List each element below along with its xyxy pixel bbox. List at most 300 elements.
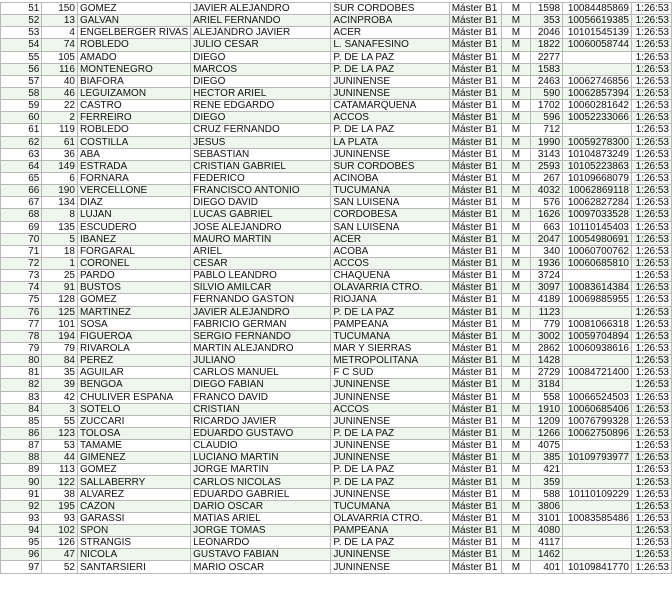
uci-id-cell: 10054980691 <box>563 233 632 245</box>
sex-cell: M <box>501 379 531 391</box>
position-cell: 61 <box>1 124 42 136</box>
table-row <box>1 39 672 51</box>
surname-cell: CORONEL <box>77 257 190 269</box>
time-cell: 1:26:53 <box>632 367 672 379</box>
first-name-cell: HECTOR ARIEL <box>191 87 331 99</box>
uci-id-cell: 10052233066 <box>563 112 632 124</box>
registration-cell: 4032 <box>531 185 563 197</box>
sex-cell: M <box>501 100 531 112</box>
dorsal-cell: 1 <box>42 257 78 269</box>
surname-cell: SOTELO <box>77 403 190 415</box>
first-name-cell: CRUZ FERNANDO <box>191 124 331 136</box>
registration-cell: 2046 <box>531 27 563 39</box>
time-cell: 1:26:53 <box>632 148 672 160</box>
surname-cell: CHULIVER ESPAÑA <box>77 391 190 403</box>
table-row <box>1 561 672 573</box>
first-name-cell: MAURO MARTIN <box>191 233 331 245</box>
surname-cell: SALLABERRY <box>77 476 190 488</box>
uci-id-cell: 10109793977 <box>563 452 632 464</box>
category-cell: Máster B1 <box>449 209 501 221</box>
dorsal-cell: 4 <box>42 27 78 39</box>
first-name-cell: EDUARDO GABRIEL <box>191 488 331 500</box>
table-row <box>1 537 672 549</box>
surname-cell: FORNARA <box>77 172 190 184</box>
registration-cell: 596 <box>531 112 563 124</box>
position-cell: 56 <box>1 63 42 75</box>
first-name-cell: GUSTAVO FABIAN <box>191 549 331 561</box>
sex-cell: M <box>501 124 531 136</box>
category-cell: Máster B1 <box>449 355 501 367</box>
first-name-cell: MARTIN ALEJANDRO <box>191 342 331 354</box>
position-cell: 94 <box>1 525 42 537</box>
registration-cell: 663 <box>531 221 563 233</box>
club-cell: JUNINENSE <box>331 75 449 87</box>
sex-cell: M <box>501 525 531 537</box>
uci-id-cell <box>563 51 632 63</box>
dorsal-cell: 135 <box>42 221 78 233</box>
uci-id-cell <box>563 525 632 537</box>
first-name-cell: SILVIO AMILCAR <box>191 282 331 294</box>
first-name-cell: FRANCISCO ANTONIO <box>191 185 331 197</box>
table-row <box>1 306 672 318</box>
uci-id-cell <box>563 63 632 75</box>
position-cell: 69 <box>1 221 42 233</box>
dorsal-cell: 119 <box>42 124 78 136</box>
position-cell: 51 <box>1 3 42 15</box>
club-cell: JUNINENSE <box>331 391 449 403</box>
surname-cell: LUJÁN <box>77 209 190 221</box>
registration-cell: 3097 <box>531 282 563 294</box>
category-cell: Máster B1 <box>449 391 501 403</box>
sex-cell: M <box>501 306 531 318</box>
surname-cell: ROBLEDO <box>77 124 190 136</box>
club-cell: P. DE LA PAZ <box>331 306 449 318</box>
first-name-cell: JESUS <box>191 136 331 148</box>
uci-id-cell: 10110145403 <box>563 221 632 233</box>
position-cell: 81 <box>1 367 42 379</box>
first-name-cell: CRISTIAN GABRIEL <box>191 160 331 172</box>
surname-cell: CASTRO <box>77 100 190 112</box>
sex-cell: M <box>501 15 531 27</box>
results-table-body <box>1 3 672 574</box>
table-row <box>1 452 672 464</box>
dorsal-cell: 101 <box>42 318 78 330</box>
surname-cell: AMADO <box>77 51 190 63</box>
time-cell: 1:26:53 <box>632 415 672 427</box>
position-cell: 57 <box>1 75 42 87</box>
registration-cell: 1462 <box>531 549 563 561</box>
category-cell: Máster B1 <box>449 282 501 294</box>
position-cell: 52 <box>1 15 42 27</box>
surname-cell: FERREIRO <box>77 112 190 124</box>
table-row <box>1 172 672 184</box>
sex-cell: M <box>501 537 531 549</box>
sex-cell: M <box>501 476 531 488</box>
time-cell: 1:26:53 <box>632 525 672 537</box>
surname-cell: GIMENEZ <box>77 452 190 464</box>
category-cell: Máster B1 <box>449 367 501 379</box>
surname-cell: RIVAROLA <box>77 342 190 354</box>
surname-cell: ENGELBERGER RIVAS <box>77 27 190 39</box>
time-cell: 1:26:53 <box>632 51 672 63</box>
category-cell: Máster B1 <box>449 500 501 512</box>
club-cell: ACER <box>331 233 449 245</box>
time-cell: 1:26:53 <box>632 440 672 452</box>
table-row <box>1 512 672 524</box>
table-row <box>1 355 672 367</box>
registration-cell: 588 <box>531 488 563 500</box>
surname-cell: GARASSI <box>77 512 190 524</box>
surname-cell: BUSTOS <box>77 282 190 294</box>
dorsal-cell: 38 <box>42 488 78 500</box>
uci-id-cell <box>563 270 632 282</box>
first-name-cell: DIEGO DAVID <box>191 197 331 209</box>
uci-id-cell: 10059278300 <box>563 136 632 148</box>
time-cell: 1:26:53 <box>632 561 672 573</box>
dorsal-cell: 5 <box>42 233 78 245</box>
time-cell: 1:26:53 <box>632 209 672 221</box>
sex-cell: M <box>501 233 531 245</box>
registration-cell: 2593 <box>531 160 563 172</box>
uci-id-cell <box>563 500 632 512</box>
club-cell: MAR Y SIERRAS <box>331 342 449 354</box>
table-row <box>1 124 672 136</box>
uci-id-cell: 10084721400 <box>563 367 632 379</box>
table-row <box>1 233 672 245</box>
club-cell: RIOJANA <box>331 294 449 306</box>
time-cell: 1:26:53 <box>632 87 672 99</box>
uci-id-cell: 10084485869 <box>563 3 632 15</box>
table-row <box>1 330 672 342</box>
position-cell: 95 <box>1 537 42 549</box>
club-cell: OLAVARRIA CTRO. <box>331 282 449 294</box>
club-cell: JUNINENSE <box>331 488 449 500</box>
club-cell: JUNINENSE <box>331 452 449 464</box>
sex-cell: M <box>501 63 531 75</box>
time-cell: 1:26:53 <box>632 488 672 500</box>
category-cell: Máster B1 <box>449 415 501 427</box>
table-row <box>1 197 672 209</box>
sex-cell: M <box>501 355 531 367</box>
first-name-cell: JULIO CESAR <box>191 39 331 51</box>
surname-cell: GALVAN <box>77 15 190 27</box>
table-row <box>1 415 672 427</box>
table-row <box>1 270 672 282</box>
category-cell: Máster B1 <box>449 427 501 439</box>
first-name-cell: MARCOS <box>191 63 331 75</box>
uci-id-cell: 10062750896 <box>563 427 632 439</box>
club-cell: ACCOS <box>331 403 449 415</box>
table-row <box>1 525 672 537</box>
table-row <box>1 367 672 379</box>
position-cell: 83 <box>1 391 42 403</box>
category-cell: Máster B1 <box>449 342 501 354</box>
club-cell: JUNINENSE <box>331 148 449 160</box>
sex-cell: M <box>501 39 531 51</box>
registration-cell: 1209 <box>531 415 563 427</box>
surname-cell: MONTENEGRO <box>77 63 190 75</box>
time-cell: 1:26:53 <box>632 197 672 209</box>
first-name-cell: EDUARDO GUSTAVO <box>191 427 331 439</box>
registration-cell: 1428 <box>531 355 563 367</box>
sex-cell: M <box>501 75 531 87</box>
time-cell: 1:26:53 <box>632 100 672 112</box>
position-cell: 97 <box>1 561 42 573</box>
sex-cell: M <box>501 342 531 354</box>
sex-cell: M <box>501 209 531 221</box>
dorsal-cell: 74 <box>42 39 78 51</box>
table-row <box>1 427 672 439</box>
time-cell: 1:26:53 <box>632 379 672 391</box>
surname-cell: SANTARSIERI <box>77 561 190 573</box>
registration-cell: 4189 <box>531 294 563 306</box>
uci-id-cell <box>563 355 632 367</box>
uci-id-cell: 10062869118 <box>563 185 632 197</box>
registration-cell: 1990 <box>531 136 563 148</box>
table-row <box>1 500 672 512</box>
first-name-cell: PABLO LEANDRO <box>191 270 331 282</box>
time-cell: 1:26:53 <box>632 245 672 257</box>
uci-id-cell: 10060058744 <box>563 39 632 51</box>
surname-cell: VERCELLONE <box>77 185 190 197</box>
club-cell: ACINPROBA <box>331 15 449 27</box>
time-cell: 1:26:53 <box>632 537 672 549</box>
category-cell: Máster B1 <box>449 257 501 269</box>
category-cell: Máster B1 <box>449 15 501 27</box>
uci-id-cell: 10081066318 <box>563 318 632 330</box>
first-name-cell: DIEGO FABIAN <box>191 379 331 391</box>
uci-id-cell: 10109668079 <box>563 172 632 184</box>
category-cell: Máster B1 <box>449 379 501 391</box>
dorsal-cell: 128 <box>42 294 78 306</box>
first-name-cell: JAVIER ALEJANDRO <box>191 306 331 318</box>
uci-id-cell: 10101545139 <box>563 27 632 39</box>
surname-cell: COSTILLA <box>77 136 190 148</box>
position-cell: 53 <box>1 27 42 39</box>
position-cell: 75 <box>1 294 42 306</box>
club-cell: SAN LUISEÑA <box>331 221 449 233</box>
dorsal-cell: 61 <box>42 136 78 148</box>
first-name-cell: CESAR <box>191 257 331 269</box>
position-cell: 62 <box>1 136 42 148</box>
time-cell: 1:26:53 <box>632 124 672 136</box>
club-cell: METROPOLITANA <box>331 355 449 367</box>
registration-cell: 558 <box>531 391 563 403</box>
table-row <box>1 51 672 63</box>
time-cell: 1:26:53 <box>632 221 672 233</box>
uci-id-cell: 10062857394 <box>563 87 632 99</box>
category-cell: Máster B1 <box>449 75 501 87</box>
first-name-cell: ARIEL FERNANDO <box>191 15 331 27</box>
position-cell: 59 <box>1 100 42 112</box>
sex-cell: M <box>501 561 531 573</box>
first-name-cell: LUCIANO MARTIN <box>191 452 331 464</box>
first-name-cell: JORGE MARTIN <box>191 464 331 476</box>
first-name-cell: DIEGO <box>191 112 331 124</box>
registration-cell: 779 <box>531 318 563 330</box>
sex-cell: M <box>501 160 531 172</box>
surname-cell: FIGUEROA <box>77 330 190 342</box>
dorsal-cell: 44 <box>42 452 78 464</box>
registration-cell: 267 <box>531 172 563 184</box>
registration-cell: 385 <box>531 452 563 464</box>
category-cell: Máster B1 <box>449 403 501 415</box>
first-name-cell: JULIANO <box>191 355 331 367</box>
sex-cell: M <box>501 51 531 63</box>
dorsal-cell: 3 <box>42 403 78 415</box>
category-cell: Máster B1 <box>449 221 501 233</box>
surname-cell: TAMAME <box>77 440 190 452</box>
time-cell: 1:26:53 <box>632 39 672 51</box>
registration-cell: 1702 <box>531 100 563 112</box>
table-row <box>1 209 672 221</box>
category-cell: Máster B1 <box>449 561 501 573</box>
club-cell: SAN LUISEÑA <box>331 197 449 209</box>
category-cell: Máster B1 <box>449 112 501 124</box>
table-row <box>1 185 672 197</box>
registration-cell: 359 <box>531 476 563 488</box>
dorsal-cell: 13 <box>42 15 78 27</box>
first-name-cell: RICARDO JAVIER <box>191 415 331 427</box>
position-cell: 79 <box>1 342 42 354</box>
time-cell: 1:26:53 <box>632 512 672 524</box>
first-name-cell: ARIEL <box>191 245 331 257</box>
position-cell: 96 <box>1 549 42 561</box>
club-cell: L. SANAFESINO <box>331 39 449 51</box>
category-cell: Máster B1 <box>449 87 501 99</box>
table-row <box>1 464 672 476</box>
dorsal-cell: 35 <box>42 367 78 379</box>
uci-id-cell <box>563 440 632 452</box>
position-cell: 86 <box>1 427 42 439</box>
dorsal-cell: 195 <box>42 500 78 512</box>
club-cell: OLAVARRIA CTRO. <box>331 512 449 524</box>
club-cell: SUR CORDOBES <box>331 3 449 15</box>
uci-id-cell: 10060281642 <box>563 100 632 112</box>
position-cell: 60 <box>1 112 42 124</box>
registration-cell: 1910 <box>531 403 563 415</box>
uci-id-cell: 10083585486 <box>563 512 632 524</box>
time-cell: 1:26:53 <box>632 160 672 172</box>
dorsal-cell: 123 <box>42 427 78 439</box>
dorsal-cell: 22 <box>42 100 78 112</box>
table-row <box>1 391 672 403</box>
club-cell: TUCUMANA <box>331 185 449 197</box>
uci-id-cell: 10069885955 <box>563 294 632 306</box>
first-name-cell: MARIO OSCAR <box>191 561 331 573</box>
club-cell: ACCOS <box>331 112 449 124</box>
first-name-cell: FABRICIO GERMAN <box>191 318 331 330</box>
table-row <box>1 221 672 233</box>
table-row <box>1 63 672 75</box>
club-cell: F C SUD <box>331 367 449 379</box>
club-cell: P. DE LA PAZ <box>331 537 449 549</box>
club-cell: PAMPEANA <box>331 318 449 330</box>
time-cell: 1:26:53 <box>632 282 672 294</box>
surname-cell: NICOLA <box>77 549 190 561</box>
first-name-cell: JOSE ALEJANDRO <box>191 221 331 233</box>
sex-cell: M <box>501 415 531 427</box>
time-cell: 1:26:53 <box>632 257 672 269</box>
dorsal-cell: 42 <box>42 391 78 403</box>
sex-cell: M <box>501 512 531 524</box>
club-cell: JUNINENSE <box>331 561 449 573</box>
position-cell: 85 <box>1 415 42 427</box>
position-cell: 65 <box>1 172 42 184</box>
sex-cell: M <box>501 464 531 476</box>
club-cell: P. DE LA PAZ <box>331 464 449 476</box>
uci-id-cell <box>563 464 632 476</box>
category-cell: Máster B1 <box>449 464 501 476</box>
uci-id-cell: 10097033528 <box>563 209 632 221</box>
table-row <box>1 75 672 87</box>
club-cell: P. DE LA PAZ <box>331 63 449 75</box>
table-row <box>1 136 672 148</box>
club-cell: ACOBA <box>331 245 449 257</box>
club-cell: JUNINENSE <box>331 415 449 427</box>
time-cell: 1:26:53 <box>632 318 672 330</box>
position-cell: 82 <box>1 379 42 391</box>
sex-cell: M <box>501 136 531 148</box>
surname-cell: TOLOSA <box>77 427 190 439</box>
position-cell: 70 <box>1 233 42 245</box>
category-cell: Máster B1 <box>449 476 501 488</box>
time-cell: 1:26:53 <box>632 500 672 512</box>
dorsal-cell: 8 <box>42 209 78 221</box>
dorsal-cell: 46 <box>42 87 78 99</box>
time-cell: 1:26:53 <box>632 452 672 464</box>
time-cell: 1:26:53 <box>632 270 672 282</box>
first-name-cell: CARLOS NICOLAS <box>191 476 331 488</box>
first-name-cell: MATÍAS ARIEL <box>191 512 331 524</box>
surname-cell: BENGOA <box>77 379 190 391</box>
first-name-cell: FERNANDO GASTON <box>191 294 331 306</box>
time-cell: 1:26:53 <box>632 63 672 75</box>
time-cell: 1:26:53 <box>632 330 672 342</box>
uci-id-cell: 10104873249 <box>563 148 632 160</box>
uci-id-cell <box>563 549 632 561</box>
sex-cell: M <box>501 112 531 124</box>
dorsal-cell: 36 <box>42 148 78 160</box>
surname-cell: ALVAREZ <box>77 488 190 500</box>
uci-id-cell: 10066524503 <box>563 391 632 403</box>
sex-cell: M <box>501 172 531 184</box>
category-cell: Máster B1 <box>449 136 501 148</box>
first-name-cell: ALEJANDRO JAVIER <box>191 27 331 39</box>
category-cell: Máster B1 <box>449 330 501 342</box>
dorsal-cell: 2 <box>42 112 78 124</box>
first-name-cell: RENE EDGARDO <box>191 100 331 112</box>
surname-cell: AGUILAR <box>77 367 190 379</box>
time-cell: 1:26:53 <box>632 355 672 367</box>
time-cell: 1:26:53 <box>632 136 672 148</box>
surname-cell: LEGUIZAMON <box>77 87 190 99</box>
surname-cell: STRANGIS <box>77 537 190 549</box>
club-cell: LA PLATA <box>331 136 449 148</box>
surname-cell: SPON <box>77 525 190 537</box>
first-name-cell: FEDERICO <box>191 172 331 184</box>
surname-cell: GOMEZ <box>77 464 190 476</box>
position-cell: 73 <box>1 270 42 282</box>
surname-cell: FORGARAL <box>77 245 190 257</box>
registration-cell: 1598 <box>531 3 563 15</box>
dorsal-cell: 150 <box>42 3 78 15</box>
table-row <box>1 112 672 124</box>
position-cell: 84 <box>1 403 42 415</box>
dorsal-cell: 105 <box>42 51 78 63</box>
uci-id-cell: 10060700762 <box>563 245 632 257</box>
table-row <box>1 87 672 99</box>
